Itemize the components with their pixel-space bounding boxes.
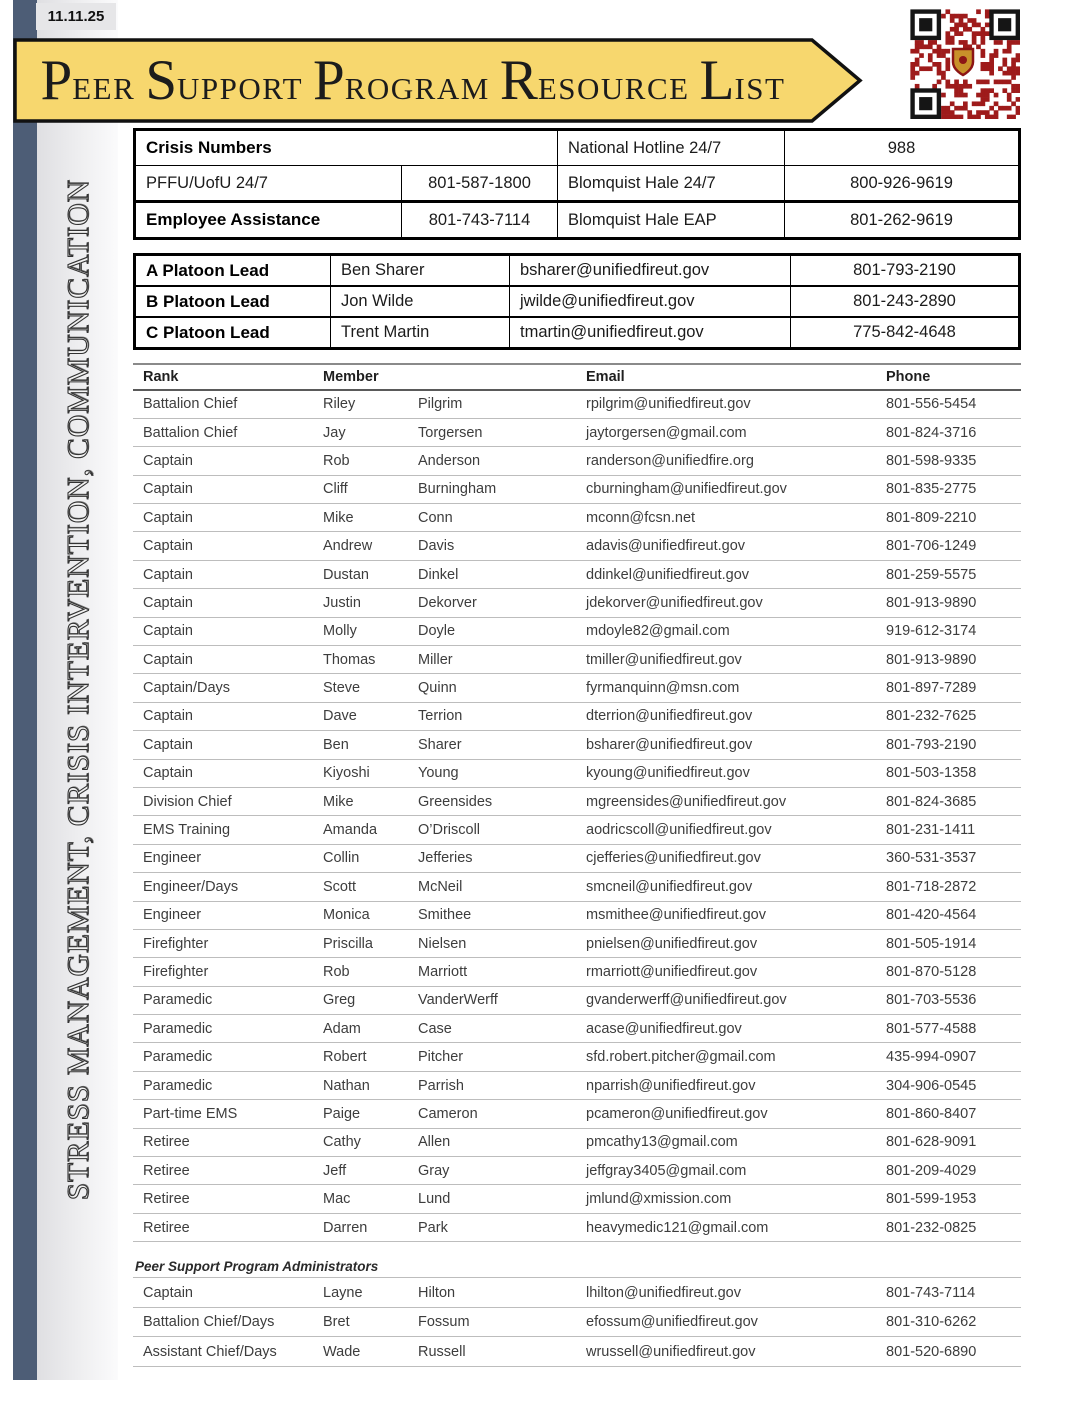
rank-cell: Engineer — [143, 907, 202, 924]
table-row — [133, 589, 1021, 617]
fire-department-shield-icon — [953, 49, 973, 75]
email-cell: aodricscoll@unifiedfireut.gov — [586, 822, 772, 839]
last-cell: Allen — [418, 1134, 451, 1151]
email-cell: tmiller@unifiedfireut.gov — [586, 651, 742, 668]
email-cell: adavis@unifiedfireut.gov — [586, 538, 746, 555]
last-cell: Fossum — [418, 1314, 470, 1331]
platoon-leads-table — [133, 253, 1021, 350]
phone-cell: 801-232-7625 — [886, 708, 977, 725]
name-cell: Ben Sharer — [331, 255, 510, 287]
phone-cell: 801-209-4029 — [886, 1162, 977, 1179]
phone-cell: 801-310-6262 — [886, 1314, 977, 1331]
table-row — [133, 390, 1021, 418]
table-row — [133, 560, 1021, 588]
first-cell: Robert — [323, 1049, 367, 1066]
email-cell: fyrmanquinn@msn.com — [586, 680, 740, 697]
rank-cell: Paramedic — [143, 1020, 213, 1037]
sidebar-panel — [37, 0, 118, 1380]
last-cell: Russell — [418, 1343, 466, 1360]
email-cell: cjefferies@unifiedfireut.gov — [586, 850, 761, 867]
first-cell: Mike — [323, 793, 354, 810]
rank-cell: Captain — [143, 481, 193, 498]
hotline-number: 988 — [785, 130, 1020, 166]
first-cell: Rob — [323, 964, 350, 980]
platoon-leads-body — [135, 255, 1020, 349]
first-cell: Darren — [323, 1219, 368, 1236]
rank-cell: Captain — [143, 1284, 193, 1301]
email-cell: pmcathy13@gmail.com — [586, 1134, 738, 1151]
phone-cell: 801-628-9091 — [886, 1134, 977, 1151]
sidebar-vertical-text: STRESS MANAGEMENT, CRISIS INTERVENTION, COMMUNICATION — [59, 179, 95, 1201]
email-cell: tmartin@unifiedfireut.gov — [510, 317, 791, 349]
table-row — [133, 844, 1021, 872]
rank-cell: Assistant Chief/Days — [143, 1343, 277, 1360]
first-cell: Paige — [323, 1105, 361, 1122]
qr-code — [906, 5, 1020, 119]
table-row — [133, 1278, 1021, 1308]
rank-cell: Engineer — [143, 850, 202, 867]
first-cell: Steve — [323, 680, 361, 697]
email-cell: rpilgrim@unifiedfireut.gov — [586, 396, 751, 413]
table-row — [135, 317, 1020, 349]
rank-cell: Retiree — [143, 1219, 190, 1236]
email-cell: msmithee@unifiedfireut.gov — [586, 907, 766, 924]
title-word: L IST — [699, 49, 786, 112]
first-cell: Amanda — [323, 822, 378, 839]
last-cell: Jefferies — [418, 850, 473, 867]
phone-cell: 801-835-2775 — [886, 481, 977, 498]
phone-cell: 801-793-2190 — [886, 736, 977, 753]
role-cell: B Platoon Lead — [135, 286, 331, 317]
first-cell: Layne — [323, 1284, 363, 1301]
phone-cell: 801-718-2872 — [886, 878, 977, 895]
phone-cell: 801-577-4588 — [886, 1020, 977, 1037]
last-cell: Hilton — [418, 1284, 456, 1301]
email-cell: pcameron@unifiedfireut.gov — [586, 1105, 768, 1122]
table-row — [133, 816, 1021, 844]
email-cell: efossum@unifiedfireut.gov — [586, 1314, 758, 1331]
table-row — [133, 1337, 1021, 1367]
first-cell: Rob — [323, 452, 350, 469]
last-cell: Parrish — [418, 1077, 464, 1094]
rank-cell: Retiree — [143, 1191, 190, 1208]
last-cell: Anderson — [418, 452, 481, 469]
phone-cell: 304-906-0545 — [886, 1077, 977, 1094]
rank-cell: Captain — [143, 509, 193, 526]
first-cell: Wade — [323, 1343, 361, 1360]
email-cell: sfd.robert.pitcher@gmail.com — [586, 1049, 776, 1066]
table-row — [133, 759, 1021, 787]
page-title — [13, 38, 813, 123]
email-cell: jwilde@unifiedfireut.gov — [510, 286, 791, 317]
last-cell: VanderWerff — [418, 992, 498, 1009]
table-row — [133, 1128, 1021, 1156]
phone-cell: 801-913-9890 — [886, 594, 977, 611]
role-cell: C Platoon Lead — [135, 317, 331, 349]
table-row — [133, 731, 1021, 759]
date-text: 11.11.25 — [47, 8, 105, 25]
email-cell: randerson@unifiedfire.org — [586, 452, 754, 469]
table-row — [133, 929, 1021, 957]
sidebar-accent-bar — [13, 0, 37, 1380]
last-cell: Dekorver — [418, 594, 477, 611]
rank-cell: Captain — [143, 538, 193, 555]
main-content — [133, 128, 1021, 1367]
phone-cell: 801-520-6890 — [886, 1343, 977, 1360]
email-cell: mconn@fcsn.net — [586, 509, 696, 526]
rank-cell: Captain — [143, 566, 193, 583]
email-cell: nparrish@unifiedfireut.gov — [586, 1077, 756, 1094]
email-cell: jdekorver@unifiedfireut.gov — [586, 594, 763, 611]
rank-header: Rank — [133, 364, 313, 390]
email-cell: bsharer@unifiedfireut.gov — [586, 736, 753, 753]
phone-cell: 801-809-2210 — [886, 509, 977, 526]
first-cell: Cathy — [323, 1134, 361, 1151]
phone-cell: 801-824-3716 — [886, 424, 977, 441]
phone-cell: 801-599-1953 — [886, 1191, 977, 1208]
email-cell: mgreensides@unifiedfireut.gov — [586, 793, 787, 810]
rank-cell: Captain — [143, 736, 193, 753]
pffu-label: PFFU/UofU 24/7 — [135, 166, 402, 202]
last-cell: Nielsen — [418, 935, 467, 952]
phone-cell: 801-703-5536 — [886, 992, 977, 1009]
first-cell: Scott — [323, 878, 357, 895]
email-cell: cburningham@unifiedfireut.gov — [586, 481, 787, 498]
rank-cell: Captain — [143, 765, 193, 782]
first-cell: Adam — [323, 1020, 361, 1037]
table-row — [133, 1307, 1021, 1337]
table-row — [133, 1213, 1021, 1241]
crisis-row — [135, 202, 1020, 239]
last-cell: Marriott — [418, 964, 468, 980]
blomquist-eap-phone: 801-262-9619 — [785, 202, 1020, 239]
rank-cell: Captain/Days — [143, 680, 231, 697]
first-cell: Jay — [323, 424, 346, 441]
table-row — [135, 255, 1020, 287]
table-row — [133, 674, 1021, 702]
table-row — [133, 873, 1021, 901]
role-cell: A Platoon Lead — [135, 255, 331, 287]
first-cell: Thomas — [323, 651, 376, 668]
last-cell: Terrion — [418, 708, 463, 725]
first-cell: Priscilla — [323, 935, 373, 952]
last-cell: Torgersen — [418, 424, 483, 441]
last-cell: Davis — [418, 538, 455, 555]
table-row — [133, 646, 1021, 674]
phone-cell: 801-913-9890 — [886, 651, 977, 668]
rank-cell: Battalion Chief — [143, 424, 238, 441]
phone-cell: 801-897-7289 — [886, 680, 977, 697]
last-cell: Pitcher — [418, 1049, 464, 1066]
rank-cell: Firefighter — [143, 964, 209, 980]
roster-body — [133, 390, 1021, 1242]
phone-cell: 801-503-1358 — [886, 765, 977, 782]
crisis-row — [135, 166, 1020, 202]
email-cell: jeffgray3405@gmail.com — [586, 1162, 747, 1179]
first-cell: Mike — [323, 509, 354, 526]
blomquist-phone: 800-926-9619 — [785, 166, 1020, 202]
first-cell: Cliff — [323, 481, 348, 498]
first-cell: Bret — [323, 1314, 350, 1331]
phone-cell: 801-505-1914 — [886, 935, 977, 952]
email-cell: jaytorgersen@gmail.com — [586, 424, 747, 441]
phone-cell: 801-706-1249 — [886, 538, 977, 555]
last-cell: Conn — [418, 509, 453, 526]
last-cell: Pilgrim — [418, 396, 463, 413]
table-row — [133, 532, 1021, 560]
last-cell: Park — [418, 1219, 448, 1236]
pffu-phone: 801-587-1800 — [402, 166, 558, 202]
rank-cell: Paramedic — [143, 1077, 213, 1094]
phone-cell: 919-612-3174 — [886, 623, 977, 640]
title-word: P ROGRAM — [313, 49, 490, 112]
rank-cell: Battalion Chief/Days — [143, 1314, 275, 1331]
rank-cell: Captain — [143, 651, 193, 668]
phone-cell: 801-420-4564 — [886, 907, 977, 924]
first-cell: Monica — [323, 907, 370, 924]
table-row — [133, 1015, 1021, 1043]
phone-cell: 801-243-2890 — [791, 286, 1020, 317]
table-row — [133, 1071, 1021, 1099]
last-cell: Doyle — [418, 623, 456, 640]
hotline-label: National Hotline 24/7 — [558, 130, 785, 166]
rank-cell: Captain — [143, 452, 193, 469]
table-row — [133, 617, 1021, 645]
crisis-row — [135, 130, 1020, 166]
phone-cell: 801-793-2190 — [791, 255, 1020, 287]
first-cell: Riley — [323, 396, 356, 413]
table-row — [135, 286, 1020, 317]
rank-cell: Retiree — [143, 1134, 190, 1151]
blomquist-eap-label: Blomquist Hale EAP — [558, 202, 785, 239]
admins-body — [133, 1278, 1021, 1367]
rank-cell: Paramedic — [143, 1049, 213, 1066]
table-row — [133, 787, 1021, 815]
last-cell: McNeil — [418, 878, 463, 895]
first-cell: Justin — [323, 594, 361, 611]
table-row — [133, 504, 1021, 532]
first-cell: Dustan — [323, 566, 369, 583]
roster-table — [133, 363, 1021, 1242]
table-row — [133, 958, 1021, 986]
rank-cell: Captain — [143, 594, 193, 611]
roster-section — [133, 363, 1021, 1367]
title-word: P EER — [40, 49, 136, 112]
last-cell: Cameron — [418, 1105, 478, 1122]
email-cell: acase@unifiedfireut.gov — [586, 1020, 742, 1037]
email-cell: pnielsen@unifiedfireut.gov — [586, 935, 758, 952]
first-cell: Andrew — [323, 538, 373, 555]
phone-cell: 801-870-5128 — [886, 964, 977, 980]
date-badge — [36, 3, 116, 30]
phone-cell: 801-743-7114 — [886, 1284, 976, 1301]
last-cell: Greensides — [418, 793, 493, 810]
rank-cell: EMS Training — [143, 822, 231, 839]
email-cell: wrussell@unifiedfireut.gov — [586, 1343, 756, 1360]
phone-cell: 801-860-8407 — [886, 1105, 977, 1122]
crisis-numbers-table — [133, 128, 1021, 240]
email-cell: rmarriott@unifiedfireut.gov — [586, 964, 758, 980]
rank-cell: Captain — [143, 708, 193, 725]
email-cell: heavymedic121@gmail.com — [586, 1219, 769, 1236]
admins-section-label: Peer Support Program Administrators — [135, 1259, 379, 1275]
phone-cell: 801-259-5575 — [886, 566, 977, 583]
phone-header: Phone — [876, 364, 1021, 390]
last-cell: Burningham — [418, 481, 497, 498]
table-row — [133, 1100, 1021, 1128]
rank-cell: Engineer/Days — [143, 878, 239, 895]
phone-cell: 801-556-5454 — [886, 396, 977, 413]
last-cell: Young — [418, 765, 459, 782]
phone-cell: 801-824-3685 — [886, 793, 977, 810]
phone-cell: 775-842-4648 — [791, 317, 1020, 349]
table-row — [133, 475, 1021, 503]
email-header: Email — [576, 364, 876, 390]
first-cell: Dave — [323, 708, 357, 725]
title-banner — [13, 38, 863, 123]
rank-cell: Retiree — [143, 1162, 190, 1179]
blomquist-label: Blomquist Hale 24/7 — [558, 166, 785, 202]
member-header: Member — [313, 364, 576, 390]
table-row — [133, 1043, 1021, 1071]
email-cell: gvanderwerff@unifiedfireut.gov — [586, 992, 787, 1009]
last-cell: Sharer — [418, 736, 462, 753]
last-cell: Gray — [418, 1162, 450, 1179]
table-row — [133, 418, 1021, 446]
first-cell: Molly — [323, 623, 357, 640]
first-cell: Greg — [323, 992, 356, 1009]
first-cell: Collin — [323, 850, 360, 867]
table-row — [133, 1157, 1021, 1185]
eap-label: Employee Assistance — [135, 202, 402, 239]
eap-phone: 801-743-7114 — [402, 202, 558, 239]
phone-cell: 360-531-3537 — [886, 850, 977, 867]
title-word: R ESOURCE — [499, 49, 690, 112]
phone-cell: 801-231-1411 — [886, 822, 976, 839]
last-cell: Lund — [418, 1191, 451, 1208]
email-cell: mdoyle82@gmail.com — [586, 623, 730, 640]
name-cell: Trent Martin — [331, 317, 510, 349]
last-cell: Quinn — [418, 680, 457, 697]
email-cell: kyoung@unifiedfireut.gov — [586, 765, 750, 782]
rank-cell: Paramedic — [143, 992, 213, 1009]
email-cell: smcneil@unifiedfireut.gov — [586, 878, 753, 895]
phone-cell: 435-994-0907 — [886, 1049, 977, 1066]
first-cell: Mac — [323, 1191, 351, 1208]
crisis-title: Crisis Numbers — [135, 130, 558, 166]
email-cell: dterrion@unifiedfireut.gov — [586, 708, 753, 725]
phone-cell: 801-232-0825 — [886, 1219, 977, 1236]
table-row — [133, 1185, 1021, 1213]
first-cell: Nathan — [323, 1077, 370, 1094]
rank-cell: Battalion Chief — [143, 396, 238, 413]
email-cell: ddinkel@unifiedfireut.gov — [586, 566, 750, 583]
last-cell: Smithee — [418, 907, 472, 924]
last-cell: Case — [418, 1020, 452, 1037]
table-row — [133, 901, 1021, 929]
phone-cell: 801-598-9335 — [886, 452, 977, 469]
email-cell: jmlund@xmission.com — [586, 1191, 732, 1208]
last-cell: O’Driscoll — [418, 822, 481, 839]
table-row — [133, 702, 1021, 730]
qr-code-image — [906, 5, 1020, 119]
roster-header — [133, 364, 1021, 390]
first-cell: Ben — [323, 736, 349, 753]
table-row — [133, 986, 1021, 1014]
rank-cell: Captain — [143, 623, 193, 640]
email-cell: bsharer@unifiedfireut.gov — [510, 255, 791, 287]
admins-table — [133, 1277, 1021, 1367]
email-cell: lhilton@unifiedfireut.gov — [586, 1284, 741, 1301]
table-row — [133, 447, 1021, 475]
first-cell: Kiyoshi — [323, 765, 370, 782]
rank-cell: Part-time EMS — [143, 1105, 238, 1122]
rank-cell: Firefighter — [143, 935, 209, 952]
rank-cell: Division Chief — [143, 793, 232, 810]
last-cell: Dinkel — [418, 566, 459, 583]
first-cell: Jeff — [323, 1162, 347, 1179]
last-cell: Miller — [418, 651, 453, 668]
title-word: S UPPORT — [145, 49, 304, 112]
name-cell: Jon Wilde — [331, 286, 510, 317]
